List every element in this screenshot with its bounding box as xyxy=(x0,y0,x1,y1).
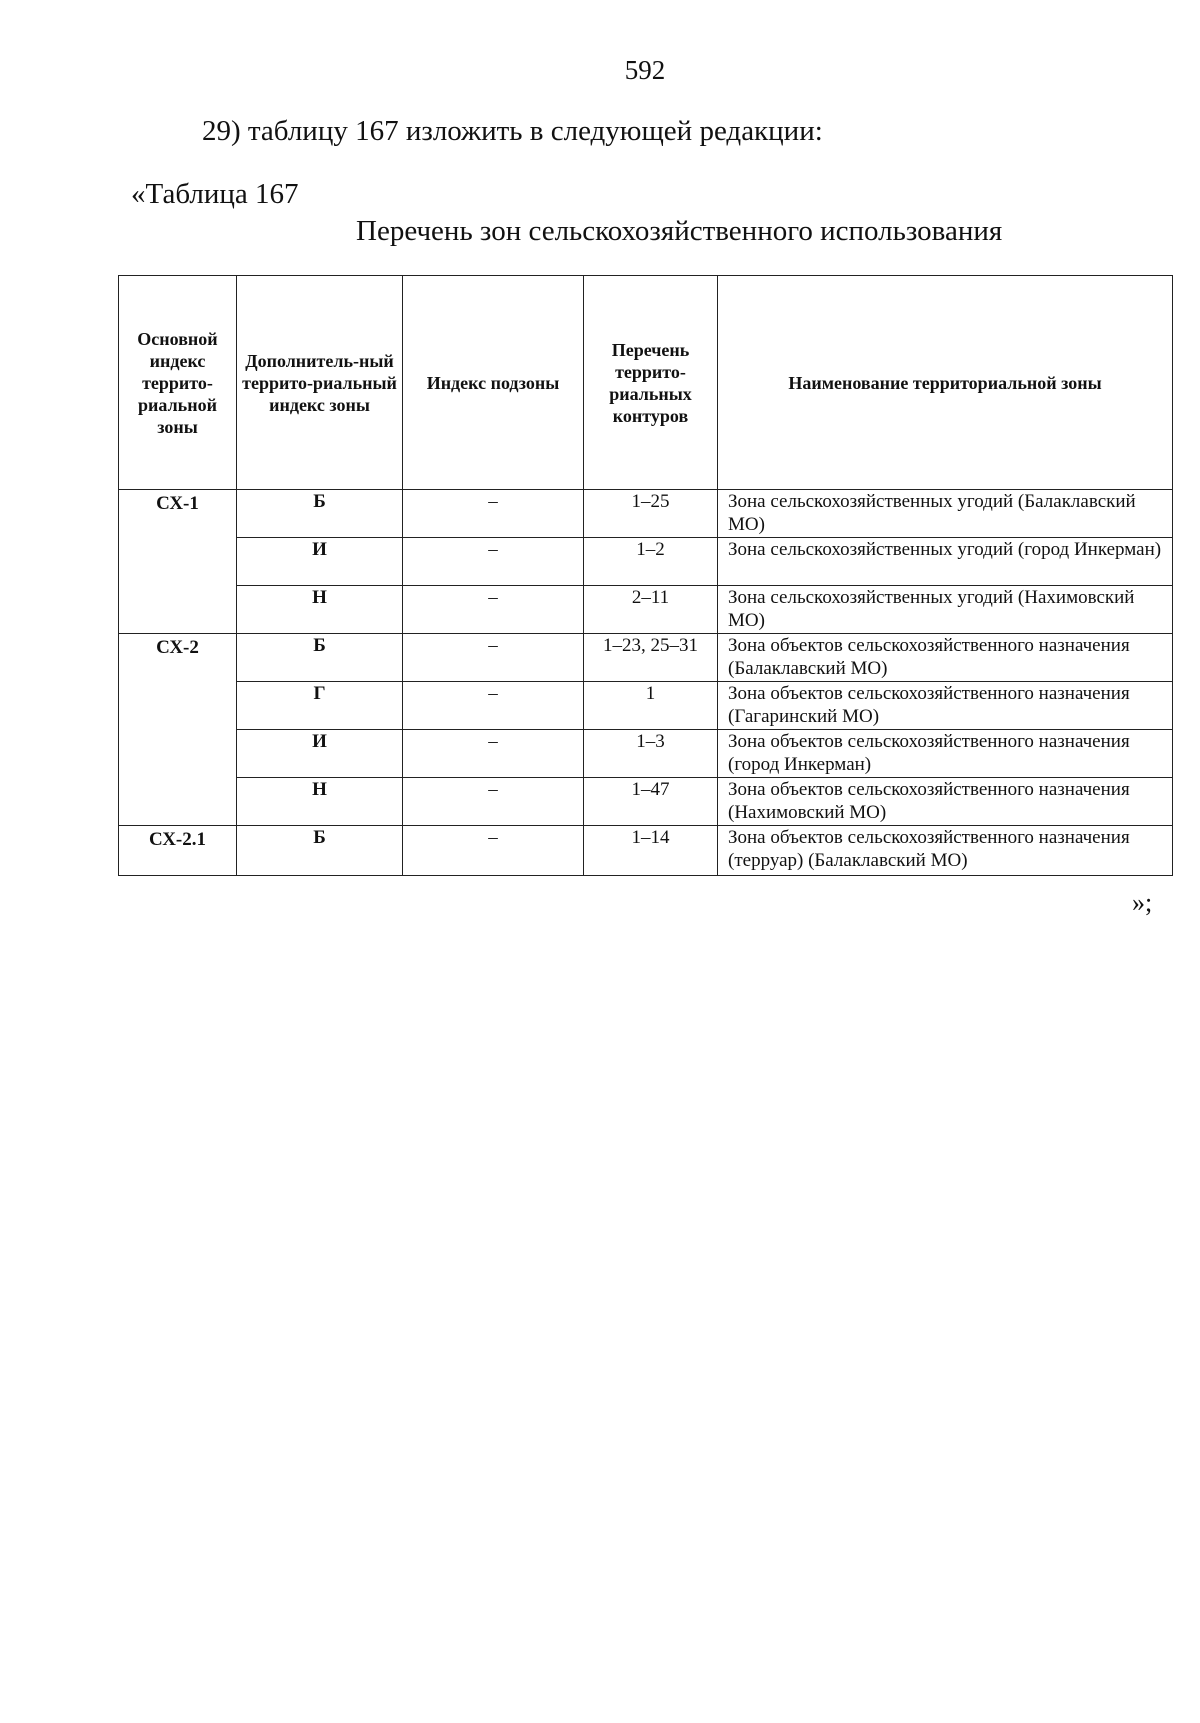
subzone-index-cell: – xyxy=(403,538,584,586)
table-header-row xyxy=(119,276,1173,490)
contours-cell: 1–3 xyxy=(584,730,718,778)
header-subzone-index: Индекс подзоны xyxy=(403,276,584,490)
header-zone-name: Наименование территориальной зоны xyxy=(718,276,1173,490)
zone-name-cell: Зона сельскохозяйственных угодий (город Инкерман) xyxy=(718,538,1173,586)
table-caption: «Таблица 167 xyxy=(131,178,299,210)
zone-name-cell: Зона объектов сельскохозяйственного назначения (город Инкерман) xyxy=(718,730,1173,778)
zone-name-cell: Зона объектов сельскохозяйственного назначения (Нахимовский МО) xyxy=(718,778,1173,826)
subzone-index-cell: – xyxy=(403,586,584,634)
zone-name-cell: Зона объектов сельскохозяйственного назначения (Балаклавский МО) xyxy=(718,634,1173,682)
contours-cell: 1–23, 25–31 xyxy=(584,634,718,682)
contours-cell: 1–2 xyxy=(584,538,718,586)
zone-name-cell: Зона объектов сельскохозяйственного назначения (терруар) (Балаклавский МО) xyxy=(718,826,1173,876)
zone-name-cell: Зона сельскохозяйственных угодий (Нахимовский МО) xyxy=(718,586,1173,634)
additional-index-cell: Б xyxy=(237,826,403,876)
subzone-index-cell: – xyxy=(403,634,584,682)
zone-name-cell: Зона сельскохозяйственных угодий (Балаклавский МО) xyxy=(718,490,1173,538)
closing-quote: »; xyxy=(1132,888,1153,917)
additional-index-cell: Б xyxy=(237,490,403,538)
header-main-index: Основной индекс террито-риальной зоны xyxy=(119,276,237,490)
additional-index-cell: И xyxy=(237,538,403,586)
main-index-cell: СХ-2.1 xyxy=(119,826,237,876)
table-row xyxy=(119,826,1173,876)
additional-index-cell: Г xyxy=(237,682,403,730)
zone-name-cell: Зона объектов сельскохозяйственного назначения (Гагаринский МО) xyxy=(718,682,1173,730)
table-row xyxy=(119,778,1173,826)
table-row xyxy=(119,538,1173,586)
subzone-index-cell: – xyxy=(403,826,584,876)
additional-index-cell: Н xyxy=(237,778,403,826)
additional-index-cell: И xyxy=(237,730,403,778)
subzone-index-cell: – xyxy=(403,490,584,538)
table-title: Перечень зон сельскохозяйственного использования xyxy=(356,215,1003,247)
table-row xyxy=(119,730,1173,778)
additional-index-cell: Н xyxy=(237,586,403,634)
table-row xyxy=(119,634,1173,682)
header-contours: Перечень террито-риальных контуров xyxy=(584,276,718,490)
header-additional-index: Дополнитель-ный террито-риальный индекс зоны xyxy=(237,276,403,490)
additional-index-cell: Б xyxy=(237,634,403,682)
table-row xyxy=(119,586,1173,634)
table-row xyxy=(119,490,1173,538)
zones-table xyxy=(118,275,1173,876)
intro-text: 29) таблицу 167 изложить в следующей редакции: xyxy=(202,115,823,147)
contours-cell: 1–25 xyxy=(584,490,718,538)
subzone-index-cell: – xyxy=(403,778,584,826)
subzone-index-cell: – xyxy=(403,682,584,730)
main-index-cell: СХ-2 xyxy=(119,634,237,826)
contours-cell: 1–47 xyxy=(584,778,718,826)
page-number: 592 xyxy=(624,55,666,85)
main-index-cell: СХ-1 xyxy=(119,490,237,634)
subzone-index-cell: – xyxy=(403,730,584,778)
contours-cell: 2–11 xyxy=(584,586,718,634)
contours-cell: 1 xyxy=(584,682,718,730)
contours-cell: 1–14 xyxy=(584,826,718,876)
table-row xyxy=(119,682,1173,730)
